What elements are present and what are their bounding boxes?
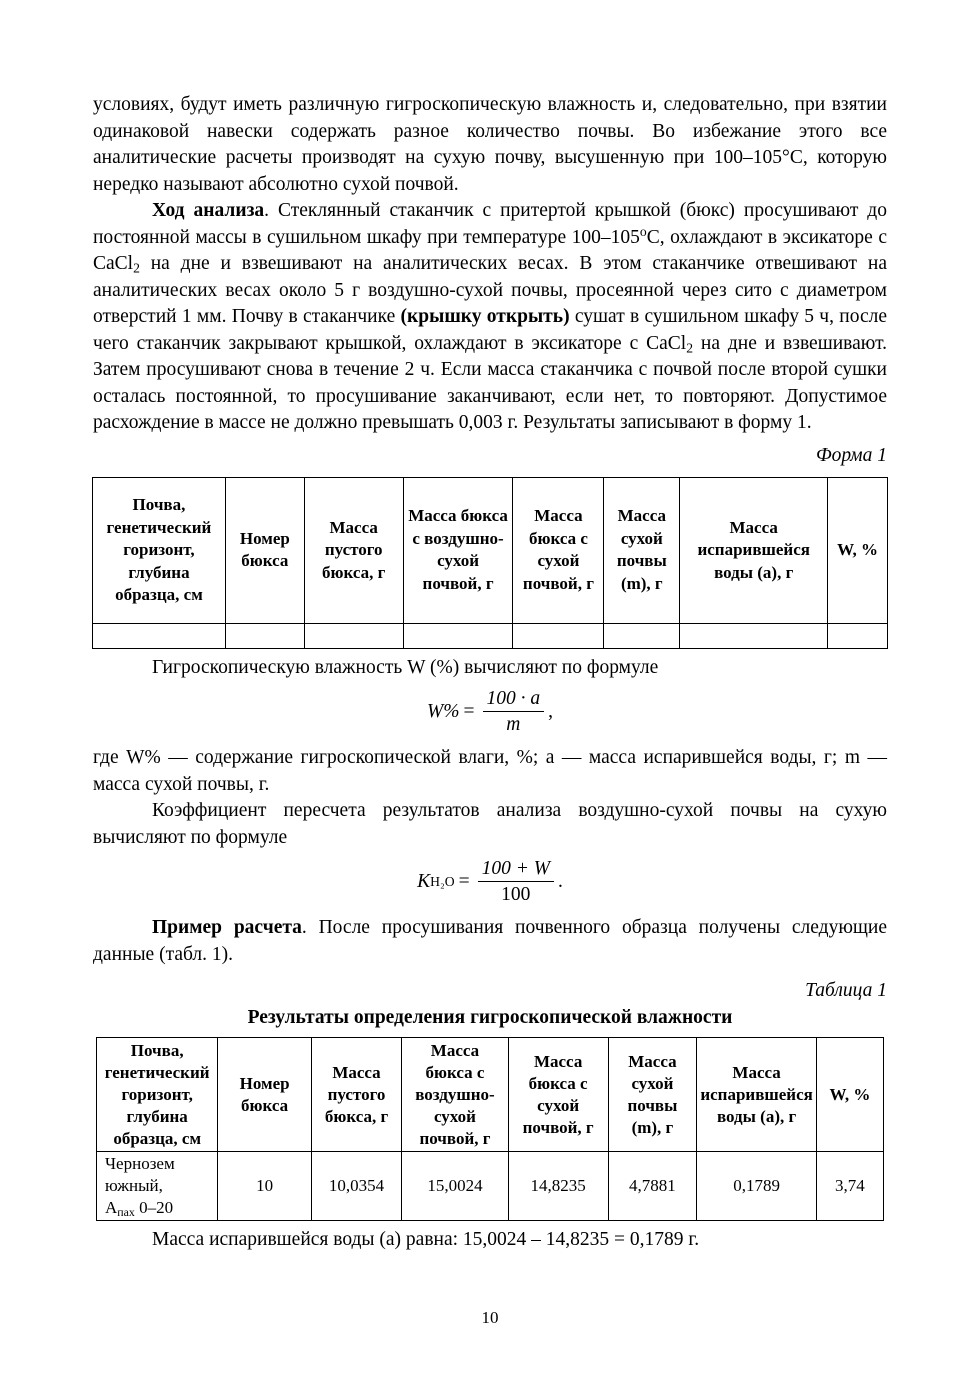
procedure-text-1: . Стеклянный стаканчик с притертой крышкой (бюкс) просушивают до постоянной массы в сушильном шкафу при температуре 100–105 xyxy=(93,200,887,248)
horizon-subscript: пах xyxy=(117,1204,135,1219)
lid-open-note: (крышку открыть) xyxy=(400,306,570,327)
form-header-cell: W, % xyxy=(828,478,888,624)
paragraph-calculation: Масса испарившейся воды (а) равна: 15,0024 – 14,8235 = 0,1789 г. xyxy=(152,1229,700,1250)
paragraph-example xyxy=(93,915,887,968)
table-cell: 4,7881 xyxy=(608,1152,697,1221)
formula-lhs: W% xyxy=(427,700,460,722)
procedure-text-4: сушат в сушильном шкафу 5 ч, после чего стаканчик закрывают крышкой, охлаждают в эксикаторе с CaCl xyxy=(93,306,888,354)
soil-cell xyxy=(97,1152,218,1221)
results-header-cell: Почва, генетический горизонт, глубина образца, см xyxy=(97,1038,218,1152)
formula-coefficient: K H₂O = $\frac{100 + W}{100}$ . xyxy=(93,853,887,911)
procedure-text-3: на дне и взвешивают на аналитических весах. В этом стаканчике отвешивают на аналитических весах около 5 г воздушно-сухой почвы, просеянной через сито с диаметром отверстий 1 мм. Почву в стаканчике xyxy=(93,253,887,327)
formula-numerator: 100 + W xyxy=(478,857,554,882)
page-number: 10 xyxy=(481,1308,499,1327)
empty-cell xyxy=(828,623,888,648)
formula-fraction xyxy=(478,857,554,908)
empty-cell xyxy=(225,623,304,648)
formula-lhs: K xyxy=(417,870,431,892)
depth: 0–20 xyxy=(134,1198,174,1217)
soil-name: Чернозем южный, xyxy=(105,1154,175,1195)
paragraph-procedure xyxy=(93,198,887,437)
form-header-cell: Номер бюкса xyxy=(225,478,304,624)
form-1-empty-row xyxy=(93,623,888,648)
paragraph-coefficient-intro: Коэффициент пересчета результатов анализа воздушно-сухой почвы на сухую вычисляют по формуле xyxy=(93,800,887,848)
results-header-cell: Масса бюкса с воздушно-сухой почвой, г xyxy=(402,1038,509,1152)
form-header-cell: Масса сухой почвы (m), г xyxy=(604,478,680,624)
table-row xyxy=(97,1152,884,1221)
formula-equals: = xyxy=(458,870,470,892)
table-title: Результаты определения гигроскопической влажности xyxy=(247,1006,733,1028)
form-header-cell: Масса испарившейся воды (a), г xyxy=(680,478,828,624)
paragraph-intro: условиях, будут иметь различную гигроскопическую влажность и, следовательно, при взятии одинаковой навески содержать разное количество почвы. Во избежание этого все аналитические расчеты производят на сухую почву, высушенную при 100–105°С, которую нередко называют абсолютно сухой почвой. xyxy=(93,94,887,195)
results-header-cell: W, % xyxy=(816,1038,883,1152)
example-text: . После просушивания почвенного образца получены следующие данные (табл. 1). xyxy=(93,917,887,965)
formula-fraction xyxy=(483,687,545,738)
results-header-cell: Масса сухой почвы (m), г xyxy=(608,1038,697,1152)
subscript-2b: 2 xyxy=(686,339,694,355)
results-table xyxy=(96,1037,884,1221)
results-header-cell: Масса бюкса с сухой почвой, г xyxy=(508,1038,608,1152)
table-label: Таблица 1 xyxy=(805,980,887,1001)
results-header-row xyxy=(97,1038,884,1152)
results-header-cell: Масса испарившейся воды (a), г xyxy=(697,1038,817,1152)
form-1-table xyxy=(92,477,888,649)
example-heading: Пример расчета xyxy=(152,917,302,938)
degree-mark: о xyxy=(639,223,647,239)
form-1-header-row xyxy=(93,478,888,624)
formula-denominator: 100 xyxy=(501,883,531,905)
empty-cell xyxy=(513,623,604,648)
empty-cell xyxy=(304,623,403,648)
paragraph-definitions: где W% — содержание гигроскопической влаги, %; a — масса испарившейся воды, г; m — масса сухой почвы, г. xyxy=(93,747,887,795)
table-cell: 0,1789 xyxy=(697,1152,817,1221)
horizon: А xyxy=(105,1198,118,1217)
formula-equals: = xyxy=(463,700,475,722)
procedure-heading: Ход анализа xyxy=(152,200,265,221)
empty-cell xyxy=(403,623,513,648)
table-cell: 10 xyxy=(218,1152,312,1221)
procedure-text-5: на дне и взвешивают. Затем просушивают снова в течение 2 ч. Если масса стаканчика с почвой после второй сушки осталась постоянной, то просушивание заканчивают, если нет, то повторяют. Допустимое расхождение в массе не должно превышать 0,003 г. Результаты записывают в форму 1. xyxy=(93,332,887,433)
page-content xyxy=(93,92,887,1254)
table-cell: 3,74 xyxy=(816,1152,883,1221)
form-header-cell: Масса бюкса с сухой почвой, г xyxy=(513,478,604,624)
table-cell: 14,8235 xyxy=(508,1152,608,1221)
form-header-cell: Почва, генетический горизонт, глубина образца, см xyxy=(93,478,226,624)
form-label: Форма 1 xyxy=(815,444,887,466)
table-cell: 15,0024 xyxy=(402,1152,509,1221)
table-cell: 10,0354 xyxy=(311,1152,401,1221)
procedure-text-2: С, охлаждают в эксикаторе с CaCl xyxy=(93,226,887,274)
formula-numerator: 100 · a xyxy=(483,687,545,712)
empty-cell xyxy=(93,623,226,648)
empty-cell xyxy=(680,623,828,648)
results-header-cell: Масса пустого бюкса, г xyxy=(311,1038,401,1152)
formula-moisture xyxy=(93,683,887,741)
results-header-cell: Номер бюкса xyxy=(218,1038,312,1152)
paragraph-moisture-formula-intro: Гигроскопическую влажность W (%) вычисляют по формуле xyxy=(152,656,659,678)
empty-cell xyxy=(604,623,680,648)
formula-tail: , xyxy=(548,700,553,722)
form-header-cell: Масса бюкса с воздушно-сухой почвой, г xyxy=(403,478,513,624)
formula-denominator: m xyxy=(506,713,521,735)
subscript-2: 2 xyxy=(133,260,140,276)
form-header-cell: Масса пустого бюкса, г xyxy=(304,478,403,624)
formula-tail: . xyxy=(558,870,563,892)
